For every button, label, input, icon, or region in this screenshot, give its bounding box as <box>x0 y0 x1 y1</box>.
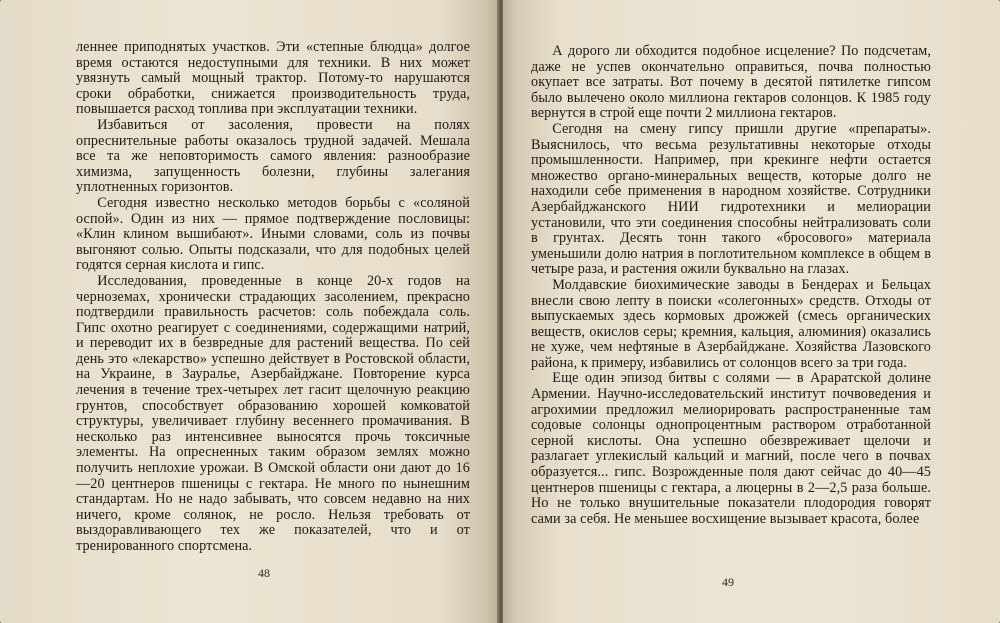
paragraph: Молдавские биохимические заводы в Бендерах и Бельцах внесли свою лепту в поиски «солегонных» средств. Отходы от выпускаемых здесь кормовых дрожжей (смесь органических веществ, окислов серы; кремния, кальция, алюминия) оказались не хуже, чем нефтяные в Азербайджане. Хозяйства Лазовского района, к примеру, избавились от солонцов всего за три года. <box>531 276 931 371</box>
paragraph: Исследования, проведенные в конце 20-х годов на черноземах, хронически страдающих засолением, прекрасно подтвердили правильность расчетов: соль побеждала соль. Гипс охотно реагирует с соединениями, содержащими натрий, и переводит их в безвредные для растений вещества. По сей день это «лекарство» успешно действует в Ростовской области, на Украине, в Зауралье, Азербайджане. Повторение курса лечения в течение трех-четырех лет гасит щелочную реакцию грунтов, способствует образованию хорошей комковатой структуры, увеличивает глубину весеннего промачивания. В несколько раз интенсивнее выносятся прочь токсичные элементы. На опресненных таким образом землях можно получить неплохие урожаи. В Омской области они дают до 16—20 центнеров пшеницы с гектара. Не много по нынешним стандартам. Но не надо забывать, что совсем недавно на них ничего, кроме солянок, не росло. Нельзя требовать от выздоравливающего тех же показателей, что и от тренированного спортсмена. <box>76 272 470 554</box>
page-number-right: 49 <box>722 575 734 589</box>
paragraph: леннее приподнятых участков. Эти «степные блюдца» долгое время остаются недоступными для техники. В них может увязнуть самый мощный трактор. Потому-то нарушаются сроки обработки, снижается производительность труда, повышается расход топлива при эксплуатации техники. <box>76 39 470 118</box>
paragraph: Сегодня известно несколько методов борьбы с «соляной оспой». Один из них — прямое подтверждение пословицы: «Клин клином вышибают». Иными словами, соль из почвы выгоняют солью. Опыты подсказали, что для подобных целей годятся серная кислота и гипс. <box>76 194 470 274</box>
paragraph: А дорого ли обходится подобное исцеление? По подсчетам, даже не успев окончательно оправиться, почва полностью окупает все затраты. Вот почему в десятой пятилетке гипсом было вылечено около миллиона гектаров солонцов. К 1985 году вернутся в строй еще почти 2 миллиона гектаров. <box>531 43 931 122</box>
left-page-text <box>76 40 470 555</box>
paragraph: Сегодня на смену гипсу пришли другие «препараты». Выяснилось, что весьма результативны некоторые отходы промышленности. Например, при крекинге нефти остается множество органо-минеральных веществ, которые долго не находили себе применения в народном хозяйстве. Сотрудники Азербайджанского НИИ гидротехники и мелиорации установили, что эти соединения способны нейтрализовать соли в грунтах. Десять тонн такого «бросового» материала уменьшили долю натрия в поглотительном комплексе в общем в четыре раза, и растения ожили буквально на глазах. <box>531 120 931 278</box>
page-number-left: 48 <box>258 566 270 580</box>
right-page <box>503 0 1000 623</box>
paragraph: Избавиться от засоления, провести на полях опреснительные работы оказалось трудной задачей. Мешала все та же неповторимость самого явления: разнообразие химизма, запущенность болезни, глубины залегания уплотненных горизонтов. <box>76 116 470 196</box>
paragraph: Еще один эпизод битвы с солями — в Араратской долине Армении. Научно-исследовательский институт почвоведения и агрохимии предложил мелиорировать распространенные там содовые солонцы однопроцентным раствором отработанной серной кислоты. Она успешно обезвреживает щелочи и разлагает углекислый кальций и магний, после чего в почвах образуется... гипс. Возрожденные поля дают сейчас до 40—45 центнеров пшеницы с гектара, а люцерны в 2—2,5 раза больше. Но не только внушительные показатели плодородия говорят сами за себя. Не меньшее восхищение вызывает красота, более <box>531 370 931 527</box>
right-page-text <box>531 44 931 527</box>
